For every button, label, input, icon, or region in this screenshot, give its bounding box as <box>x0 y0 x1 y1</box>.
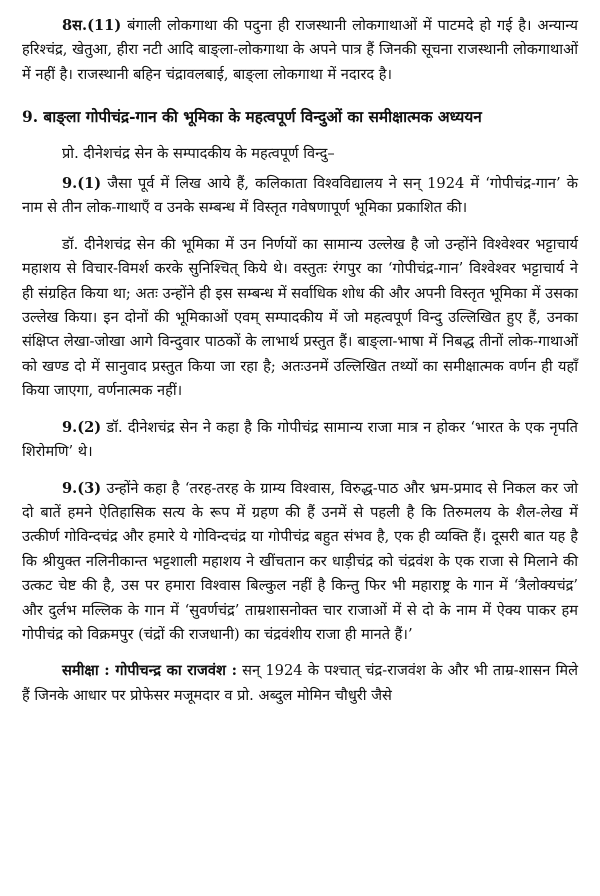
review-label: समीक्षा : गोपीचन्द्र का राजवंश : <box>62 662 237 680</box>
paragraph-9-3 <box>22 477 578 648</box>
paragraph-9-1-continued: डॉ. दीनेशचंद्र सेन की भूमिका में उन निर्णयों का सामान्य उल्लेख है जो उन्होंने विश्वेश्वर भट्टाचार्य महाशय से विचार-विमर्श करके सुनिश्चित् किये थे। वस्तुतः रंगपुर का ‘गोपीचंद्र-गान’ विश्वेश्वर भट्टाचार्य ने ही संग्रहित किया था; अतः उन्होंने ही इस सम्बन्ध में सर्वाधिक शोध की और अपनी विस्तृत भूमिका में उसका उल्लेख किया। इन दोनों की भूमिकाओं एवम् सम्पादकीय में जो महत्वपूर्ण विन्दु उल्लिखित हुए हैं, उनका संक्षिप्त लेखा-जोखा आगे विन्दुवार पाठकों के लाभार्थ प्रस्तुत हैं। बाङ्ला-भाषा में निबद्ध तीनों लोक-गाथाओं को खण्ड दो में सानुवाद प्रस्तुत किया जा रहा है; अतःउनमें उल्लिखित तथ्यों का समीक्षात्मक वर्णन ही यहाँ किया जाएगा, वर्णनात्मक नहीं। <box>22 235 578 400</box>
paragraph-number: 9.(1) <box>62 175 102 193</box>
review-paragraph <box>22 659 578 708</box>
section-heading: 9. बाङ्ला गोपीचंद्र-गान की भूमिका के महत्वपूर्ण विन्दुओं का समीक्षात्मक अध्ययन <box>22 108 482 127</box>
paragraph-9-1 <box>22 172 578 221</box>
paragraph-text: उन्होंने कहा है ‘तरह-तरह के ग्राम्य विश्वास, विरुद्ध-पाठ और भ्रम-प्रमाद से निकल कर जो दो बातें हमने ऐतिहासिक सत्य के रूप में ग्रहण की हैं उनमें से पहली है कि तिरुमलय के शैल-लेख में उत्कीर्ण गोविन्दचंद्र और हमारे ये गोविन्दचंद्र या गोपीचंद्र बहुत संभव है, एक ही व्यक्ति हैं। दूसरी बात यह है कि श्रीयुक्त नलिनीकान्त भट्टशाली महाशय ने खींचतान कर धाड़ीचंद्र को चंद्रवंश के एक राजा से मिलाने की उत्कट चेष्ट की है, उस पर हमारा विश्वास बिल्कुल नहीं है किन्तु फिर भी महाराष्ट्र के गान में ‘त्रैलोक्यचंद्र’ और दुर्लभ मल्लिक के गान में ‘सुवर्णचंद्र’ ताम्रशासनोक्त चार राजाओं में से दो के नाम में ऐक्य पाकर हम गोपीचंद्र को विक्रमपुर (चंद्रों की राजधानी) का चंद्रवंशीय राजा ही मानते हैं।’ <box>22 479 578 643</box>
paragraph-number: 9.(3) <box>62 479 102 497</box>
paragraph-9-2 <box>22 416 578 465</box>
paragraph-text: जैसा पूर्व में लिख आये हैं, कलिकाता विश्वविद्यालय ने सन् 1924 में ‘गोपीचंद्र-गान’ के नाम से तीन लोक-गाथाएँ व उनके सम्बन्ध में विस्तृत गवेषणापूर्ण भूमिका प्रकाशित की। <box>22 175 578 217</box>
paragraph-8-11 <box>22 14 578 87</box>
review-text: सन् 1924 के पश्चात् चंद्र-राजवंश के और भी ताम्र-शासन मिले हैं जिनके आधार पर प्रोफेसर मजूमदार व प्रो. अब्दुल मोमिन चौधुरी जैसे <box>22 662 578 704</box>
paragraph-text: बंगाली लोकगाथा की पदुना ही राजस्थानी लोकगाथाओं में पाटमदे हो गई है। अन्यान्य हरिश्चंद्र, खेतुआ, हीरा नटी आदि बाङ्ला-लोकगाथा के अपने पात्र हैं जिनकी सूचना राजस्थानी लोकगाथाओं में नहीं है। राजस्थानी बहिन चंद्रावलबाई, बाङ्ला लोकगाथा में नदारद है। <box>22 17 578 83</box>
paragraph-text: डॉ. दीनेशचंद्र सेन ने कहा है कि गोपीचंद्र सामान्य राजा मात्र न होकर ‘भारत के एक नृपति शिरोमणि’ थे। <box>22 418 578 461</box>
paragraph-number: 9.(2) <box>62 418 102 436</box>
intro-line: प्रो. दीनेशचंद्र सेन के सम्पादकीय के महत्वपूर्ण विन्दु– <box>62 144 335 162</box>
paragraph-number: 8स.(11) <box>62 17 122 34</box>
